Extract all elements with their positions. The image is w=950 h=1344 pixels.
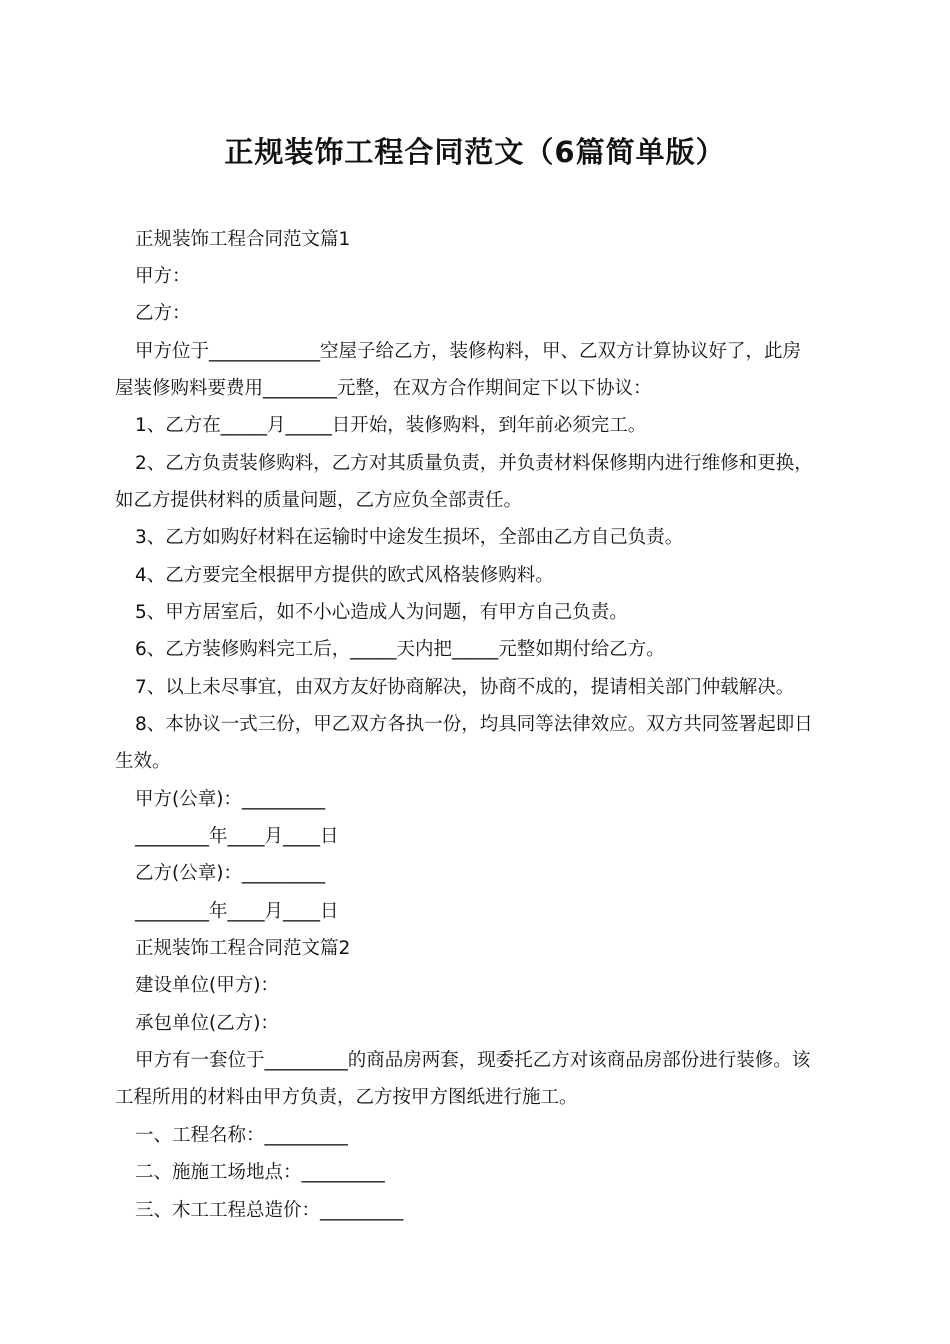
paragraph-line: 甲方位于____________空屋子给乙方，装修构料，甲、乙双方计算协议好了，此房 — [135, 341, 802, 362]
project-name-field: 一、工程名称：_________ — [135, 1125, 348, 1146]
clause-5: 5、甲方居室后，如不小心造成人为问题，有甲方自己负责。 — [135, 602, 628, 623]
clause-8-continued: 生效。 — [115, 751, 171, 772]
party-b-label: 乙方： — [135, 303, 191, 324]
clause-6: 6、乙方装修购料完工后，_____天内把_____元整如期付给乙方。 — [135, 639, 665, 660]
clause-4: 4、乙方要完全根据甲方提供的欧式风格装修购料。 — [135, 565, 554, 586]
clause-7: 7、以上未尽事宜，由双方友好协商解决，协商不成的，提请相关部门仲载解决。 — [135, 677, 795, 698]
contractor-unit-label: 承包单位(乙方)： — [135, 1013, 279, 1034]
paragraph-line: 甲方有一套位于_________的商品房两套，现委托乙方对该商品房部份进行装修。该 — [135, 1050, 811, 1071]
party-b-date: ________年____月____日 — [135, 901, 339, 922]
clause-1: 1、乙方在_____月_____日开始，装修购料，到年前必须完工。 — [135, 415, 647, 436]
paragraph-line: 工程所用的材料由甲方负责，乙方按甲方图纸进行施工。 — [115, 1087, 578, 1108]
paragraph-line: 屋装修购料要费用________元整，在双方合作期间定下以下协议： — [115, 378, 652, 399]
document-title: 正规装饰工程合同范文（6篇简单版） — [224, 135, 726, 169]
clause-3: 3、乙方如购好材料在运输时中途发生损坏，全部由乙方自己负责。 — [135, 527, 684, 548]
party-a-seal: 甲方(公章)：_________ — [135, 789, 326, 810]
site-location-field: 二、施施工场地点：_________ — [135, 1162, 385, 1183]
construction-unit-label: 建设单位(甲方)： — [135, 975, 279, 996]
clause-2-continued: 如乙方提供材料的质量问题，乙方应负全部责任。 — [115, 490, 523, 511]
clause-8: 8、本协议一式三份，甲乙双方各执一份，均具同等法律效应。双方共同签署起即日 — [135, 714, 813, 735]
party-a-date: ________年____月____日 — [135, 826, 339, 847]
section-heading-2: 正规装饰工程合同范文篇2 — [135, 938, 351, 959]
section-heading-1: 正规装饰工程合同范文篇1 — [135, 229, 351, 250]
clause-2: 2、乙方负责装修购料，乙方对其质量负责，并负责材料保修期内进行维修和更换， — [135, 453, 813, 474]
party-b-seal: 乙方(公章)：_________ — [135, 863, 326, 884]
party-a-label: 甲方： — [135, 266, 191, 287]
total-cost-field: 三、木工工程总造价：_________ — [135, 1200, 404, 1221]
